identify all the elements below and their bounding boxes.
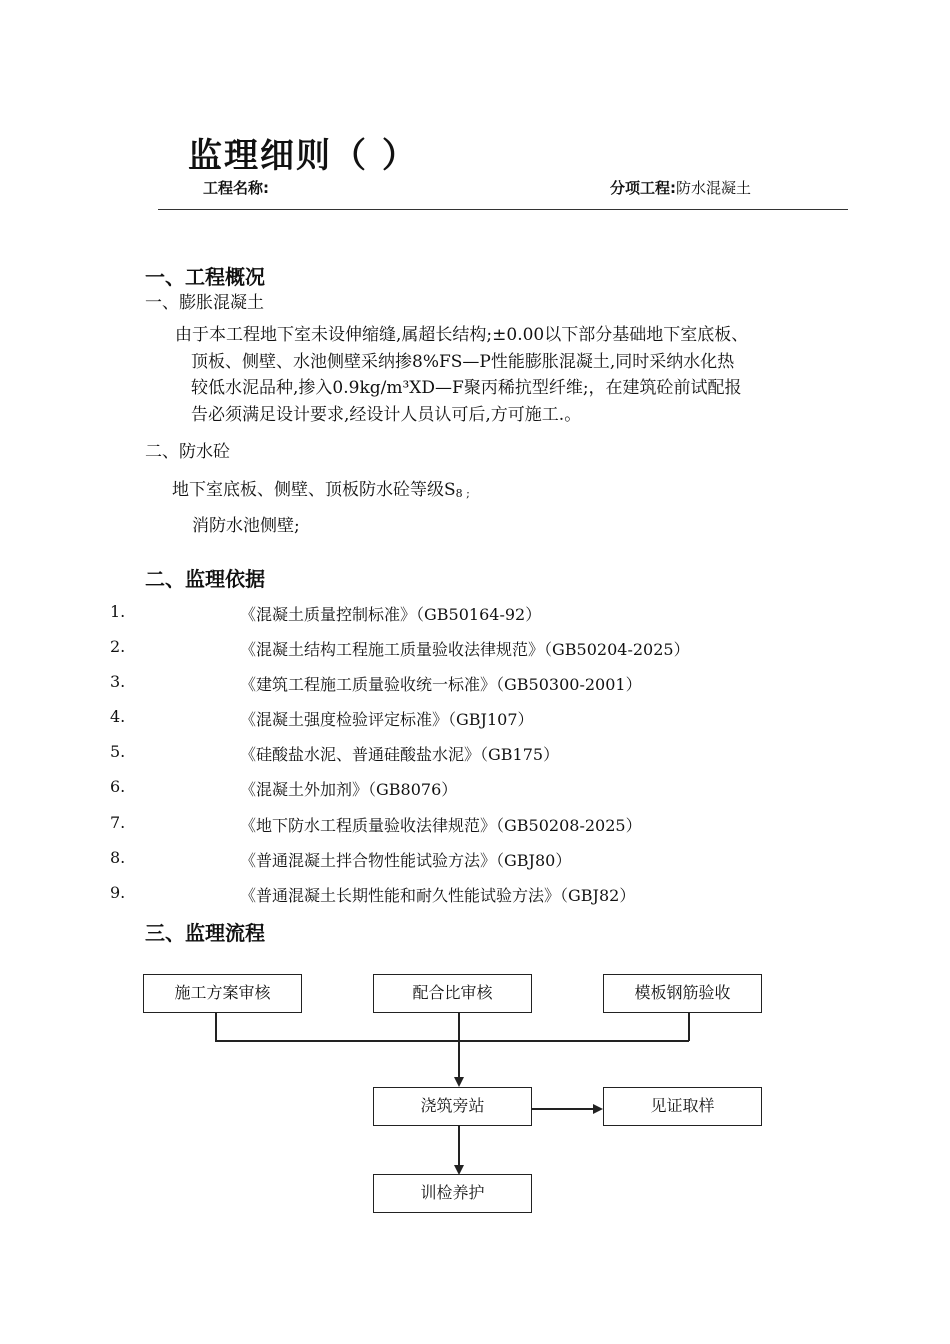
ref-text: 《混凝土结构工程施工质量验收法律规范》（GB50204-2025）: [240, 640, 690, 659]
header-divider: [158, 209, 848, 210]
arrow-right-icon: [593, 1104, 603, 1114]
waterproof-grade-text: 地下室底板、侧壁、顶板防水砼等级S: [172, 480, 456, 500]
paragraph-line: 告必须满足设计要求,经设计人员认可后,方可施工.。: [191, 404, 582, 425]
sub-project-label: 分项工程:: [610, 179, 676, 197]
arrow-down-icon: [454, 1077, 464, 1087]
section1-item2-title: 二、防水砼: [145, 442, 230, 462]
section1-item2-line1: [172, 475, 470, 500]
ref-number: 7.: [110, 813, 126, 832]
flow-box-witness-sampling: 见证取样: [603, 1087, 762, 1126]
connector-line: [532, 1108, 594, 1110]
section2-heading: 二、监理依据: [145, 567, 265, 591]
waterproof-grade-sub: 8 ;: [455, 487, 470, 500]
section3-heading: 三、监理流程: [145, 921, 265, 945]
connector-line: [215, 1013, 217, 1041]
connector-line: [458, 1013, 460, 1078]
ref-text: 《地下防水工程质量验收法律规范》（GB50208-2025）: [240, 816, 642, 835]
connector-line: [458, 1126, 460, 1166]
flow-box-mix-review: 配合比审核: [373, 974, 532, 1013]
flow-box-pour-supervision: 浇筑旁站: [373, 1087, 532, 1126]
paragraph-line: 顶板、侧壁、水池侧壁采纳掺8%FS—P性能膨胀混凝土,同时采纳水化热: [191, 351, 735, 372]
flow-box-plan-review: 施工方案审核: [143, 974, 302, 1013]
ref-text: 《混凝土质量控制标准》（GB50164-92）: [240, 605, 542, 624]
ref-text: 《普通混凝土拌合物性能试验方法》（GBJ80）: [240, 851, 572, 870]
ref-number: 2.: [110, 637, 126, 656]
section1-item1-title: 一、膨胀混凝土: [145, 293, 264, 313]
ref-number: 3.: [110, 672, 126, 691]
flow-box-curing: 训检养护: [373, 1174, 532, 1213]
paragraph-line: 较低水泥品种,掺入0.9kg/m³XD—F聚丙稀抗型纤维;，在建筑砼前试配报: [191, 378, 742, 398]
sub-project-value: 防水混凝土: [676, 179, 752, 197]
paragraph-line: 由于本工程地下室未设伸缩缝,属超长结构;±0.00以下部分基础地下室底板、: [175, 325, 749, 345]
project-name-label: 工程名称:: [203, 179, 269, 197]
ref-text: 《混凝土强度检验评定标准》（GBJ107）: [240, 710, 534, 729]
ref-number: 4.: [110, 707, 126, 726]
page-title: 监理细则（ ）: [188, 136, 418, 176]
section1-item1-paragraph: [175, 322, 815, 428]
connector-line: [688, 1013, 690, 1041]
ref-text: 《建筑工程施工质量验收统一标准》（GB50300-2001）: [240, 675, 642, 694]
ref-number: 5.: [110, 742, 126, 761]
flow-box-formwork-inspection: 模板钢筋验收: [603, 974, 762, 1013]
section1-item2-line2: 消防水池侧壁;: [192, 516, 300, 536]
ref-number: 8.: [110, 848, 126, 867]
ref-text: 《普通混凝土长期性能和耐久性能试验方法》（GBJ82）: [240, 886, 636, 905]
ref-number: 1.: [110, 602, 126, 621]
ref-text: 《混凝土外加剂》（GB8076）: [240, 780, 458, 799]
section1-heading: 一、工程概况: [145, 265, 265, 289]
connector-line: [215, 1040, 689, 1042]
project-name-field: [203, 177, 269, 198]
ref-number: 6.: [110, 777, 126, 796]
ref-number: 9.: [110, 883, 126, 902]
ref-text: 《硅酸盐水泥、普通硅酸盐水泥》（GB175）: [240, 745, 560, 764]
sub-project-field: [610, 177, 751, 198]
